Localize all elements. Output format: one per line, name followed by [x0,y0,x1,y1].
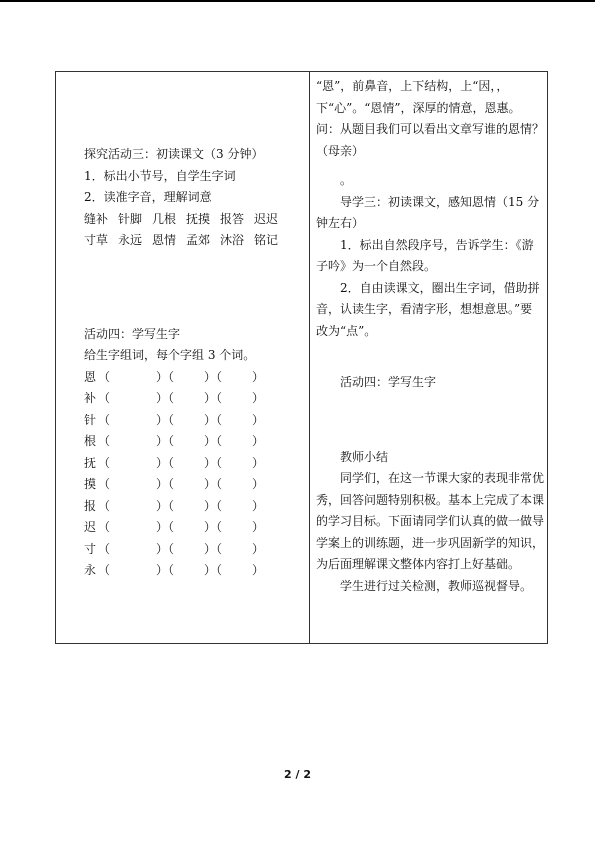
vocab-word: 抚摸 [186,211,211,226]
page-number: 2 / 2 [284,768,311,781]
word-blank-row: 寸 （ ）（ ）（ ） [84,539,299,561]
vocab-word: 几根 [152,211,177,226]
right-column [316,76,544,597]
summary-title: 教师小结 [340,449,389,464]
vocab-word: 恩情 [152,233,177,247]
char: 寸 [84,541,97,556]
vocab-word: 孟郊 [186,233,211,247]
vocab-word: 报答 [220,211,245,226]
activity4-heading: 活动四：学写生字 [340,375,437,389]
activity4-title: 活动四：学写生字 [84,326,181,341]
word-blank-row: 针 （ ）（ ）（ ） [84,410,299,432]
vocab-word: 铭记 [254,233,279,247]
vocab-word: 寸草 [84,233,109,247]
word-blank-row: 抚 （ ）（ ）（ ） [84,453,299,475]
guide-3: 导学三：初读课文，感知恩情（15 分钟左右） [316,194,540,230]
step-2: 2．读准字音，理解词意 [84,190,212,204]
char: 永 [84,563,97,577]
vocab-row-1 [84,209,299,231]
char: 恩 [84,369,97,384]
pronunciation-note: “恩”，前鼻音，上下结构，上“因，，下“心”。“恩情”，深厚的情意，恩惠。问：从题目我们可以看出文章写谁的恩情？（母亲） [316,79,545,158]
word-blank-row: 摸 （ ）（ ）（ ） [84,474,299,496]
char: 根 [84,434,97,448]
word-blank-row: 根 （ ）（ ）（ ） [84,431,299,453]
top-rule [0,0,595,2]
vocab-word: 迟迟 [254,211,279,226]
word-blank-row: 报 （ ）（ ）（ ） [84,496,299,518]
vocab-row-2 [84,230,299,252]
char: 迟 [84,520,97,534]
char: 针 [84,412,97,427]
activity3-title: 探究活动三：初读课文（3 分钟） [84,147,264,161]
word-blank-row: 迟 （ ）（ ）（ ） [84,517,299,539]
final-step: 学生进行过关检测，教师巡视督导。 [340,578,533,593]
instruction: 给生字组词，每个字组 3 个词。 [84,348,256,362]
step-1: 1．标出小节号，自学生字词 [84,168,236,183]
char: 补 [84,391,97,405]
vocab-word: 针脚 [118,211,143,226]
char: 摸 [84,477,97,491]
guide-item-1: 1．标出自然段序号，告诉学生：《游子吟》为一个自然段。 [316,237,534,273]
char: 报 [84,498,97,513]
word-blank-row: 永 （ ）（ ）（ ） [84,560,299,582]
vocab-word: 沐浴 [220,233,245,247]
dot-line: 。 [340,173,353,187]
guide-item-2: 2．自由读课文，圈出生字词，借助拼音，认读生字，看清字形，想想意思。”要改为“点”。 [316,280,540,338]
word-blank-row: 恩 （ ）（ ）（ ） [84,367,299,389]
word-blank-row: 补 （ ）（ ）（ ） [84,388,299,410]
vocab-word: 永远 [118,233,143,247]
column-divider [309,71,310,644]
summary-text: 同学们，在这一节课大家的表现非常优秀，回答问题特别积极。基本上完成了本课的学习目标。下面请同学们认真的做一做导学案上的训练题，进一步巩固新学的知识，为后面理解课文整体内容打上好基础。 [316,471,545,571]
vocab-word: 缝补 [84,211,109,226]
char: 抚 [84,455,97,470]
left-column [84,144,299,582]
